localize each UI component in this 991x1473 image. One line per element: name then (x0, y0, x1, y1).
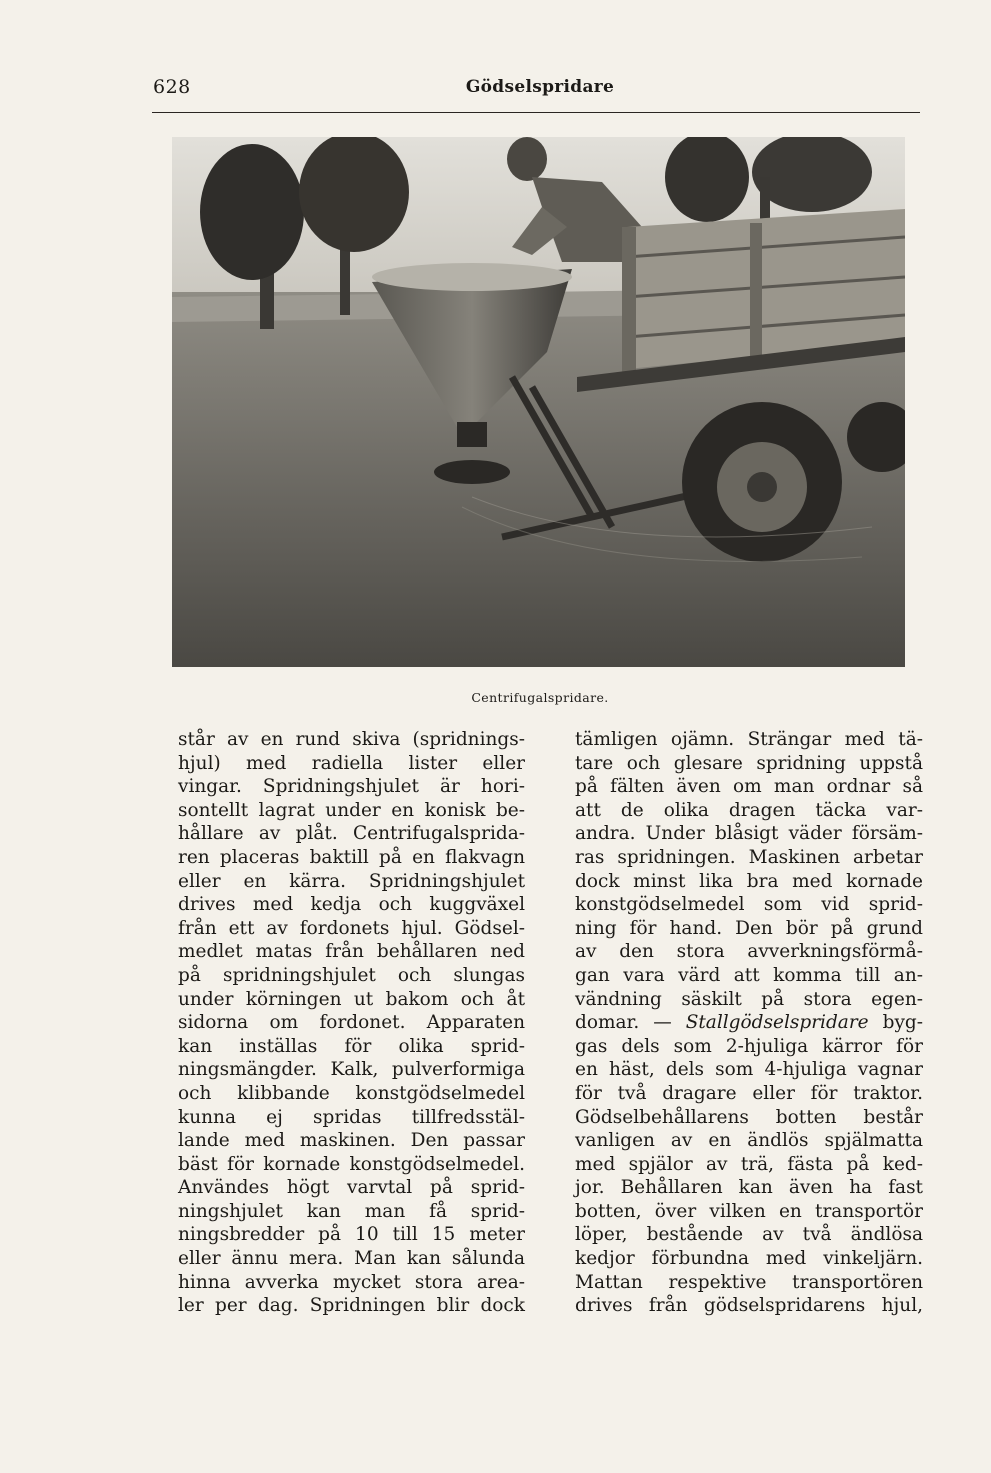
text-line-mixed (575, 1011, 923, 1035)
text-line: kan inställas för olika sprid- (178, 1035, 525, 1057)
text-line: ningshjulet kan man få sprid- (178, 1200, 525, 1222)
text-line: med spjälor av trä, fästa på ked- (575, 1153, 923, 1175)
text-line: tämligen ojämn. Strängar med tä- (575, 729, 923, 750)
text-line: på fälten även om man ordnar så (575, 776, 923, 798)
text-line: och klibbande konstgödselmedel (178, 1082, 525, 1104)
text-line: vändning säskilt på stora egen- (575, 988, 923, 1010)
text-line: tare och glesare spridning uppstå (575, 752, 923, 774)
running-title: Gödselspridare (465, 77, 615, 97)
right-text-column (575, 728, 923, 1318)
text-line: från ett av fordonets hjul. Gödsel- (178, 917, 525, 939)
text-line: står av en rund skiva (spridnings- (178, 729, 525, 750)
text-line: ler per dag. Spridningen blir dock (178, 1295, 525, 1317)
text-line: lande med maskinen. Den passar (178, 1130, 525, 1152)
left-text-column (178, 728, 525, 1318)
text-fragment: domar. — (575, 1012, 686, 1034)
text-line: andra. Under blåsigt väder försäm- (575, 823, 923, 845)
text-line: sidorna om fordonet. Apparaten (178, 1012, 525, 1034)
text-line: bäst för kornade konstgödselmedel. (178, 1153, 525, 1175)
text-line: Gödselbehållarens botten består (575, 1106, 923, 1128)
text-line: drives från gödselspridarens hjul, (575, 1295, 923, 1317)
text-line: gas dels som 2-hjuliga kärror för (575, 1035, 923, 1057)
photo-centrifugal-spreader (172, 137, 905, 667)
text-line: ning för hand. Den bör på grund (575, 917, 923, 939)
text-line: Användes högt varvtal på sprid- (178, 1177, 525, 1199)
text-line: hjul) med radiella lister eller (178, 752, 525, 774)
text-line: medlet matas från behållaren ned (178, 941, 525, 963)
text-line: under körningen ut bakom och åt (178, 988, 525, 1010)
text-line: ras spridningen. Maskinen arbetar (575, 846, 923, 868)
text-line: löper, bestående av två ändlösa (575, 1224, 923, 1246)
text-fragment: byg- (868, 1012, 923, 1034)
text-line: ren placeras baktill på en flakvagn (178, 846, 525, 868)
text-line: för två dragare eller för traktor. (575, 1082, 923, 1104)
text-line: sontellt lagrat under en konisk be- (178, 799, 525, 821)
text-line: vingar. Spridningshjulet är hori- (178, 776, 525, 798)
text-line: att de olika dragen täcka var- (575, 799, 923, 821)
text-line: vanligen av en ändlös spjälmatta (575, 1130, 923, 1152)
text-line: Mattan respektive transportören (575, 1271, 923, 1293)
text-line: på spridningshjulet och slungas (178, 964, 525, 986)
text-line: kedjor förbundna med vinkeljärn. (575, 1248, 923, 1270)
text-line: jor. Behållaren kan även ha fast (575, 1177, 923, 1199)
text-line: hållare av plåt. Centrifugalsprida- (178, 823, 525, 845)
text-line: ningsmängder. Kalk, pulverformiga (178, 1059, 525, 1081)
text-line: hinna avverka mycket stora area- (178, 1271, 525, 1293)
text-line: eller ännu mera. Man kan sålunda (178, 1248, 525, 1270)
text-line: drives med kedja och kuggväxel (178, 894, 525, 916)
figure-caption: Centrifugalspridare. (471, 690, 609, 705)
text-line: ningsbredder på 10 till 15 meter (178, 1224, 525, 1246)
header-rule (152, 112, 920, 113)
text-line: konstgödselmedel som vid sprid- (575, 894, 923, 916)
italic-term: Stallgödselspridare (685, 1012, 869, 1034)
text-line: av den stora avverkningsförmå- (575, 941, 923, 963)
text-line: eller en kärra. Spridningshjulet (178, 870, 525, 892)
page-number: 628 (153, 76, 191, 98)
text-line: dock minst lika bra med kornade (575, 870, 923, 892)
text-line: en häst, dels som 4-hjuliga vagnar (575, 1059, 923, 1081)
text-line: kunna ej spridas tillfredsstäl- (178, 1106, 525, 1128)
text-line: gan vara värd att komma till an- (575, 964, 923, 986)
text-line: botten, över vilken en transportör (575, 1200, 923, 1222)
